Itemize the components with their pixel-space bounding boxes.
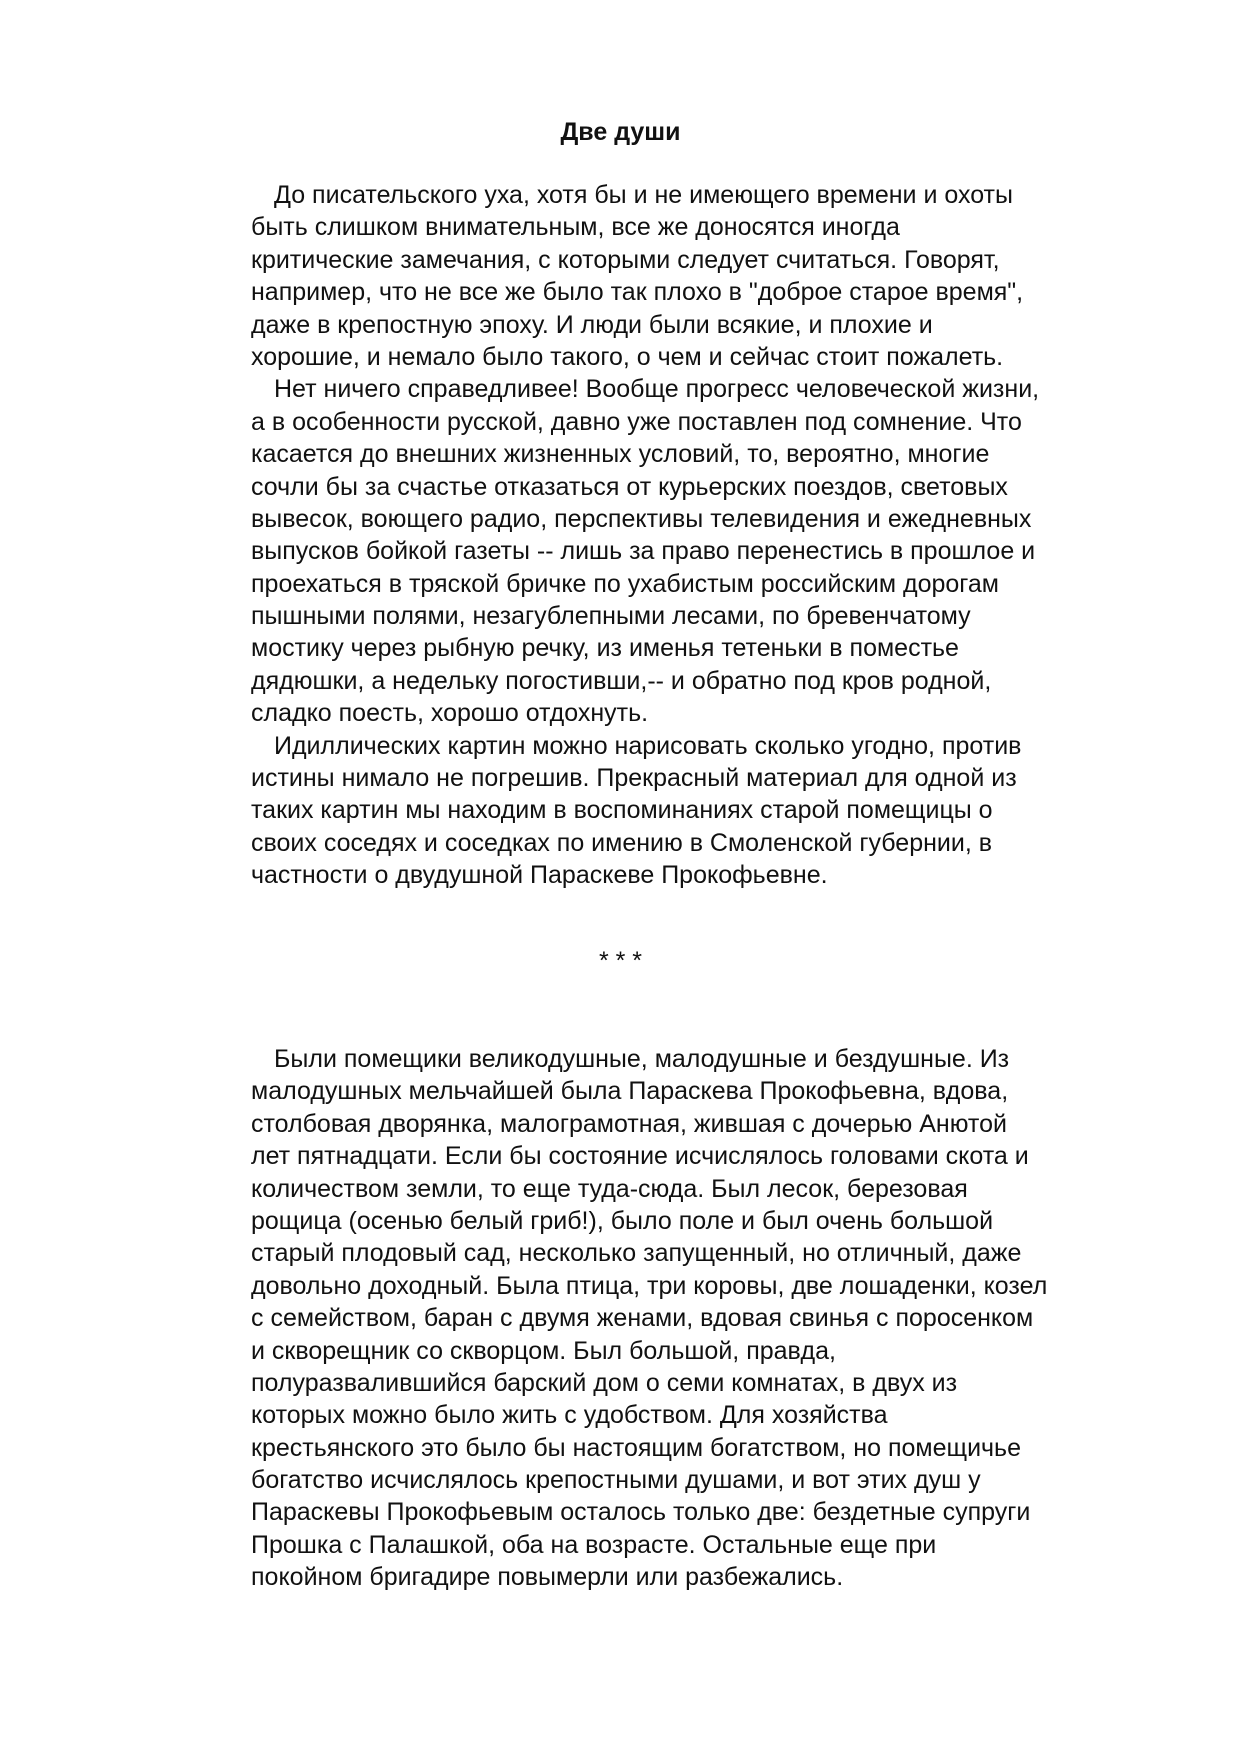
text-line: мостику через рыбную речку, из именья тетеньки в поместье [251, 634, 959, 663]
text-line: сочли бы за счастье отказаться от курьерских поездов, световых [251, 472, 1008, 501]
text-block-intro [251, 179, 1171, 892]
section-separator: * * * [598, 947, 643, 975]
document-title: Две души [560, 118, 681, 146]
text-line: сладко поесть, хорошо отдохнуть. [251, 699, 649, 728]
text-line: с семейством, баран с двумя женами, вдовая свинья с поросенком [251, 1304, 1034, 1333]
text-line: Были помещики великодушные, малодушные и бездушные. Из [274, 1045, 1010, 1073]
text-line: богатство исчислялось крепостными душами, и вот этих душ у [251, 1466, 981, 1495]
text-line: Прошка с Палашкой, оба на возрасте. Остальные еще при [251, 1530, 937, 1559]
text-line: истины нимало не погрешив. Прекрасный материал для одной из [251, 764, 1017, 793]
text-line: проехаться в тряской бричке по ухабистым российским дорогам [251, 569, 999, 598]
text-line: даже в крепостную эпоху. И люди были всякие, и плохие и [251, 310, 933, 339]
text-line: старый плодовый сад, несколько запущенный, но отличный, даже [251, 1239, 1022, 1268]
text-line: дядюшки, а недельку погостивши,-- и обратно под кров родной, [251, 666, 992, 695]
text-line: довольно доходный. Была птица, три коровы, две лошаденки, козел [251, 1271, 1048, 1300]
text-line: рощица (осенью белый гриб!), было поле и был очень большой [251, 1206, 994, 1235]
text-line: Идиллических картин можно нарисовать сколько угодно, против [274, 731, 1022, 760]
text-line: которых можно было жить с удобством. Для хозяйства [251, 1401, 888, 1430]
text-line: выпусков бойкой газеты -- лишь за право перенестись в прошлое и [251, 537, 1036, 566]
text-line: например, что не все же было так плохо в "доброе старое время", [251, 278, 1024, 307]
text-line: и скворещник со скворцом. Был большой, правда, [251, 1336, 836, 1365]
text-line: касается до внешних жизненных условий, то, вероятно, многие [251, 440, 990, 469]
text-line: пышными полями, незагублепными лесами, по бревенчатому [251, 602, 971, 631]
text-line: хорошие, и немало было такого, о чем и сейчас стоит пожалеть. [251, 342, 1004, 371]
text-line: Нет ничего справедливее! Вообще прогресс человеческой жизни, [274, 375, 1040, 404]
text-line: покойном бригадире повымерли или разбежались. [251, 1563, 844, 1592]
text-line: своих соседях и соседках по имению в Смоленской губернии, в [251, 828, 993, 857]
text-line: критические замечания, с которыми следует считаться. Говорят, [251, 245, 1000, 274]
text-line: До писательского уха, хотя бы и не имеющего времени и охоты [274, 181, 1013, 209]
text-line: а в особенности русской, давно уже поставлен под сомнение. Что [251, 407, 1022, 436]
text-line: крестьянского это было бы настоящим богатством, но помещичье [251, 1433, 1021, 1462]
text-line: Параскевы Прокофьевым осталось только две: бездетные супруги [251, 1498, 1031, 1527]
text-line: количеством земли, то еще туда-сюда. Был лесок, березовая [251, 1174, 968, 1203]
text-line: вывесок, воющего радио, перспективы телевидения и ежедневных [251, 504, 1032, 533]
text-line: столбовая дворянка, малограмотная, жившая с дочерью Анютой [251, 1109, 1007, 1138]
text-line: лет пятнадцати. Если бы состояние исчислялось головами скота и [251, 1142, 1029, 1171]
text-line: полуразвалившийся барский дом о семи комнатах, в двух из [251, 1368, 958, 1397]
text-line: малодушных мельчайшей была Параскева Прокофьевна, вдова, [251, 1077, 1009, 1106]
text-block-main [251, 1043, 1171, 1594]
text-line: таких картин мы находим в воспоминаниях старой помещицы о [251, 796, 993, 825]
text-line: частности о двудушной Параскеве Прокофьевне. [251, 861, 828, 890]
text-line: быть слишком внимательным, все же доносятся иногда [251, 213, 900, 242]
